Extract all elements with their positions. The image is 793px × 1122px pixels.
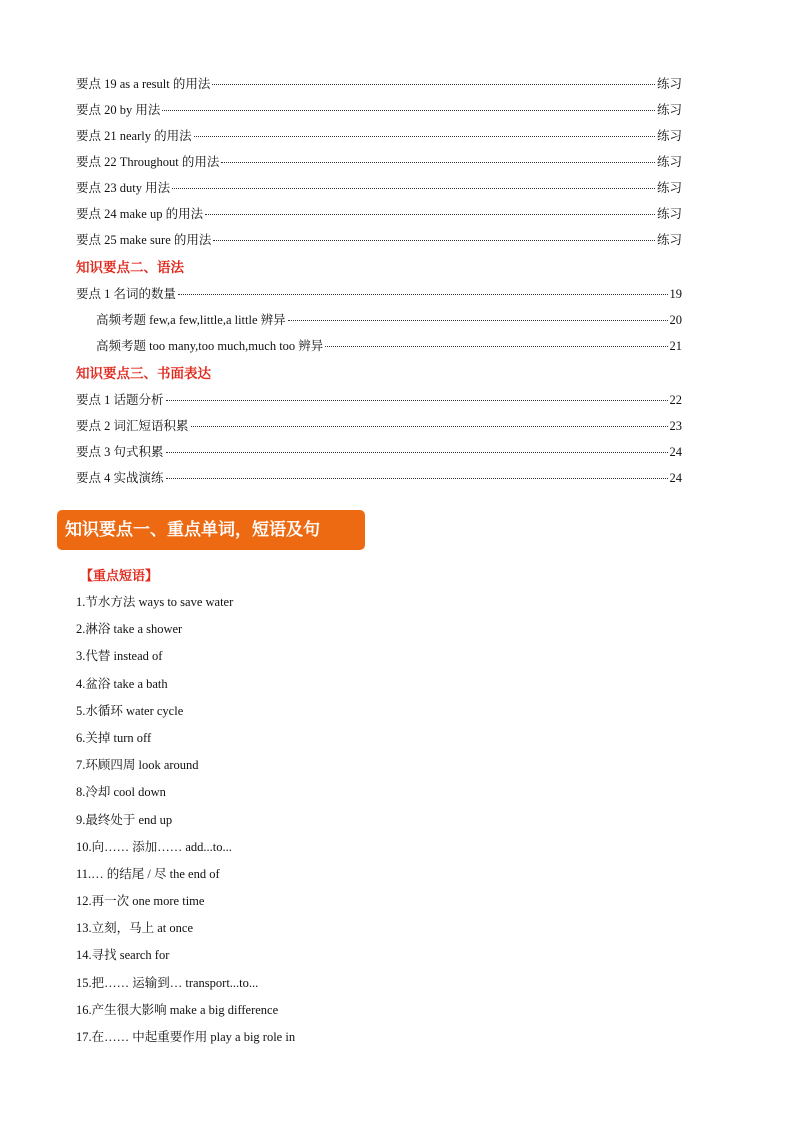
phrase-item: 3.代替 instead of xyxy=(76,649,163,664)
phrase-item: 9.最终处于 end up xyxy=(76,812,173,827)
toc-entry[interactable]: 要点 19 as a result 的用法 练习 xyxy=(76,77,682,91)
toc-entry[interactable]: 要点 20 by 用法 练习 xyxy=(76,103,682,117)
toc-leader xyxy=(194,136,655,137)
toc-entry[interactable]: 要点 23 duty 用法 练习 xyxy=(76,181,682,195)
toc-section-heading[interactable]: 知识要点三、书面表达 xyxy=(76,366,211,381)
toc-leader xyxy=(166,452,668,453)
toc-leader xyxy=(213,240,655,241)
phrase-item: 17.在…… 中起重要作用 play a big role in xyxy=(76,1030,296,1044)
toc-leader xyxy=(205,214,655,215)
toc-section-heading[interactable]: 知识要点二、语法 xyxy=(76,260,184,275)
key-phrases-heading: 【重点短语】 xyxy=(80,568,159,583)
phrase-item: 16.产生很大影响 make a big difference xyxy=(76,1002,279,1017)
toc-leader xyxy=(162,110,655,111)
toc-entry[interactable]: 要点 25 make sure 的用法 练习 xyxy=(76,233,682,247)
toc-leader xyxy=(178,294,667,295)
phrase-item: 7.环顾四周 look around xyxy=(76,758,199,773)
toc-subentry[interactable]: 高频考题 too many,too much,much too 辨异 21 xyxy=(96,339,682,353)
phrase-item: 5.水循环 water cycle xyxy=(76,703,184,718)
toc-leader xyxy=(288,320,668,321)
key-phrases-list xyxy=(76,563,295,1051)
phrase-item: 4.盆浴 take a bath xyxy=(76,676,168,691)
section-banner: 知识要点一、重点单词，短语及句 xyxy=(57,510,365,550)
phrase-item: 10.向…… 添加…… add...to... xyxy=(76,839,232,854)
toc-entry[interactable]: 要点 1 话题分析 22 xyxy=(76,393,682,407)
toc-entry[interactable]: 要点 24 make up 的用法 练习 xyxy=(76,207,682,221)
toc-leader xyxy=(221,162,655,163)
toc-entry[interactable]: 要点 1 名词的数量 19 xyxy=(76,287,682,301)
phrase-item: 1.节水方法 ways to save water xyxy=(76,595,234,609)
toc-entry[interactable]: 要点 21 nearly 的用法 练习 xyxy=(76,129,682,143)
phrase-item: 12.再一次 one more time xyxy=(76,894,205,909)
toc-leader xyxy=(172,188,655,189)
toc-leader xyxy=(191,426,668,427)
toc-entry[interactable]: 要点 2 词汇短语积累 23 xyxy=(76,419,682,433)
table-of-contents xyxy=(76,74,682,494)
toc-leader xyxy=(325,346,667,347)
toc-leader xyxy=(166,400,668,401)
phrase-item: 2.淋浴 take a shower xyxy=(76,622,183,637)
phrase-item: 14.寻找 search for xyxy=(76,948,170,963)
phrase-item: 13.立刻，马上 at once xyxy=(76,921,193,936)
phrase-item: 8.冷却 cool down xyxy=(76,785,166,800)
toc-leader xyxy=(166,478,668,479)
toc-leader xyxy=(212,84,655,85)
toc-entry[interactable]: 要点 22 Throughout 的用法 练习 xyxy=(76,155,682,169)
phrase-item: 11.… 的结尾 / 尽 the end of xyxy=(76,866,220,881)
toc-subentry[interactable]: 高频考题 few,a few,little,a little 辨异 20 xyxy=(96,313,682,327)
phrase-item: 6.关掉 turn off xyxy=(76,730,152,745)
toc-entry[interactable]: 要点 4 实战演练 24 xyxy=(76,471,682,485)
toc-entry[interactable]: 要点 3 句式积累 24 xyxy=(76,445,682,459)
phrase-item: 15.把…… 运输到… transport...to... xyxy=(76,975,259,990)
